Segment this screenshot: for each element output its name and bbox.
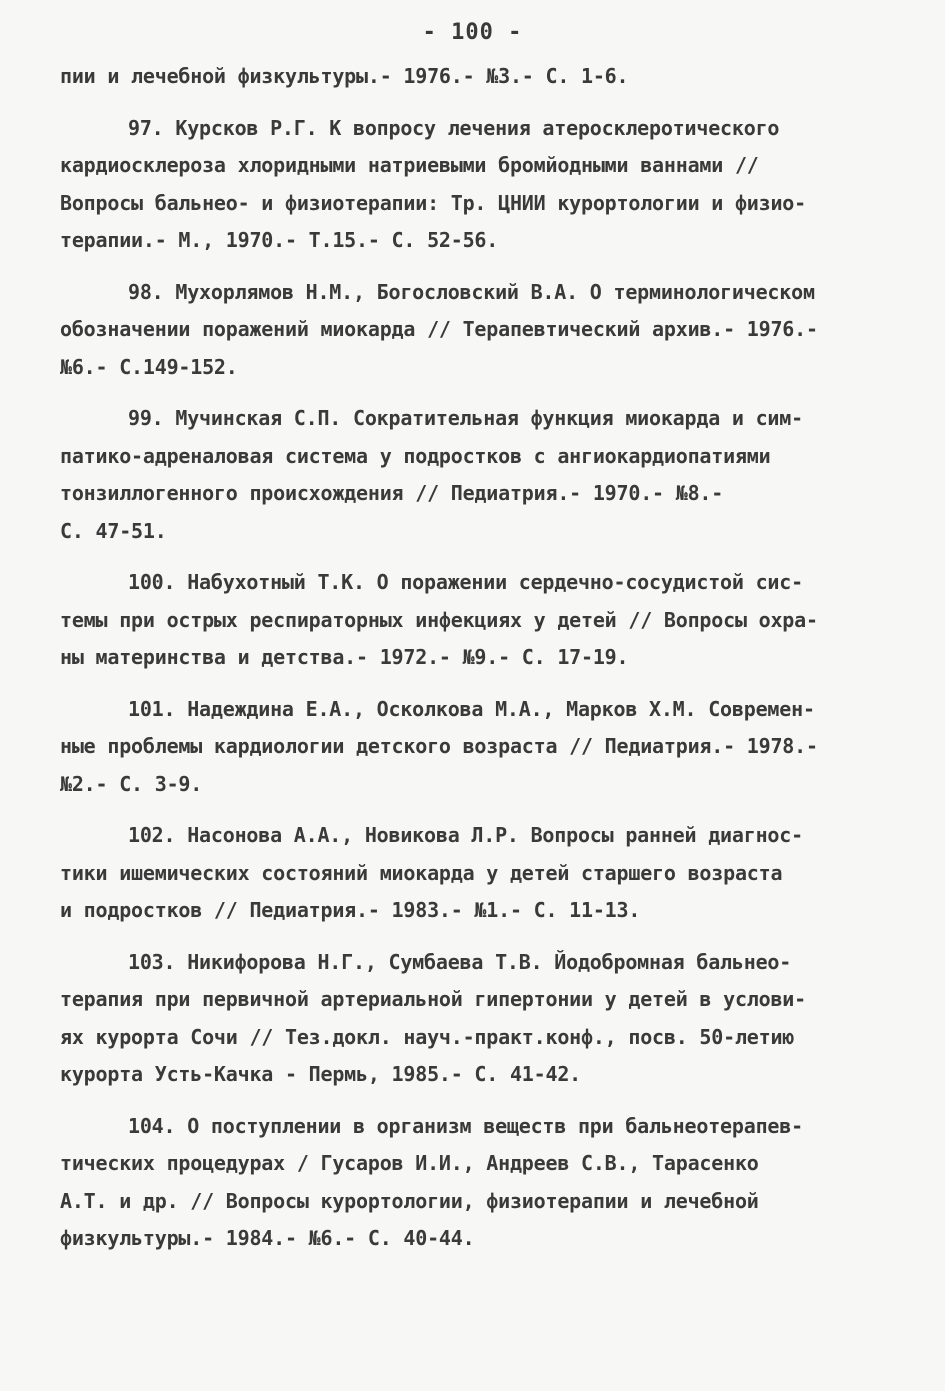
entry-line: 98. Мухорлямов Н.М., Богословский В.А. О терминологическом [128, 279, 815, 304]
bibliography-entry-98 [60, 274, 886, 387]
entry-line: 101. Надеждина Е.А., Осколкова М.А., Марков Х.М. Современ- [128, 696, 815, 721]
entry-line: ны материнства и детства.- 1972.- №9.- С. 17-19. [60, 645, 629, 669]
bibliography-entry-102 [60, 817, 886, 930]
bibliography-entry-101 [60, 691, 886, 804]
entry-line: обозначении поражений миокарда // Терапевтический архив.- 1976.- [60, 317, 818, 341]
entry-line: 102. Насонова А.А., Новикова Л.Р. Вопросы ранней диагнос- [128, 823, 803, 847]
entry-line: кардиосклероза хлоридными натриевыми бромйодными ваннами // [60, 153, 759, 177]
entry-line: тики ишемических состояний миокарда у детей старшего возраста [60, 860, 783, 885]
entry-line: патико-адреналовая система у подростков с ангиокардиопатиями [60, 443, 771, 468]
entry-line: Вопросы бальнео- и физиотерапии: Тр. ЦНИИ курортологии и физио- [60, 190, 806, 215]
entry-line: 103. Никифорова Н.Г., Сумбаева Т.В. Йодобромная бальнео- [128, 949, 792, 974]
entry-line: №6.- С.149-152. [60, 354, 238, 379]
entry-line: терапии.- М., 1970.- Т.15.- С. 52-56. [60, 228, 499, 252]
entry-line: физкультуры.- 1984.- №6.- С. 40-44. [60, 1226, 475, 1250]
bibliography-entry-103 [60, 944, 886, 1094]
entry-line: тонзиллогенного происхождения // Педиатрия.- 1970.- №8.- [60, 481, 724, 505]
bibliography-entry-104 [60, 1108, 886, 1258]
page-number: - 100 - [422, 20, 523, 45]
bibliography-entry-97 [60, 110, 886, 260]
entry-line: 99. Мучинская С.П. Сократительная функция миокарда и сим- [128, 406, 803, 430]
entry-line: 104. О поступлении в организм веществ при бальнеотерапев- [128, 1113, 803, 1138]
entry-line: А.Т. и др. // Вопросы курортологии, физиотерапии и лечебной [60, 1188, 759, 1213]
bibliography-entry-99 [60, 400, 886, 550]
bibliography-list [60, 58, 886, 1272]
bibliography-entry-100 [60, 564, 886, 677]
entry-line: пии и лечебной физкультуры.- 1976.- №3.- С. 1-6. [60, 64, 629, 88]
entry-line: №2.- С. 3-9. [60, 771, 203, 796]
entry-line: темы при острых респираторных инфекциях у детей // Вопросы охра- [60, 607, 818, 632]
entry-line: тических процедурах / Гусаров И.И., Андреев С.В., Тарасенко [60, 1151, 759, 1175]
entry-line: С. 47-51. [60, 518, 167, 543]
entry-line: ные проблемы кардиологии детского возраста // Педиатрия.- 1978.- [60, 734, 818, 758]
entry-line: курорта Усть-Качка - Пермь, 1985.- С. 41-42. [60, 1062, 582, 1086]
entry-continuation [60, 58, 886, 96]
entry-line: 97. Курсков Р.Г. К вопросу лечения атеросклеротического [128, 115, 780, 140]
entry-line: ях курорта Сочи // Тез.докл. науч.-практ.конф., посв. 50-летию [60, 1024, 795, 1049]
entry-line: терапия при первичной артериальной гипертонии у детей в услови- [60, 987, 806, 1011]
entry-line: 100. Набухотный Т.К. О поражении сердечно-сосудистой сис- [128, 570, 803, 594]
entry-line: и подростков // Педиатрия.- 1983.- №1.- С. 11-13. [60, 898, 641, 922]
